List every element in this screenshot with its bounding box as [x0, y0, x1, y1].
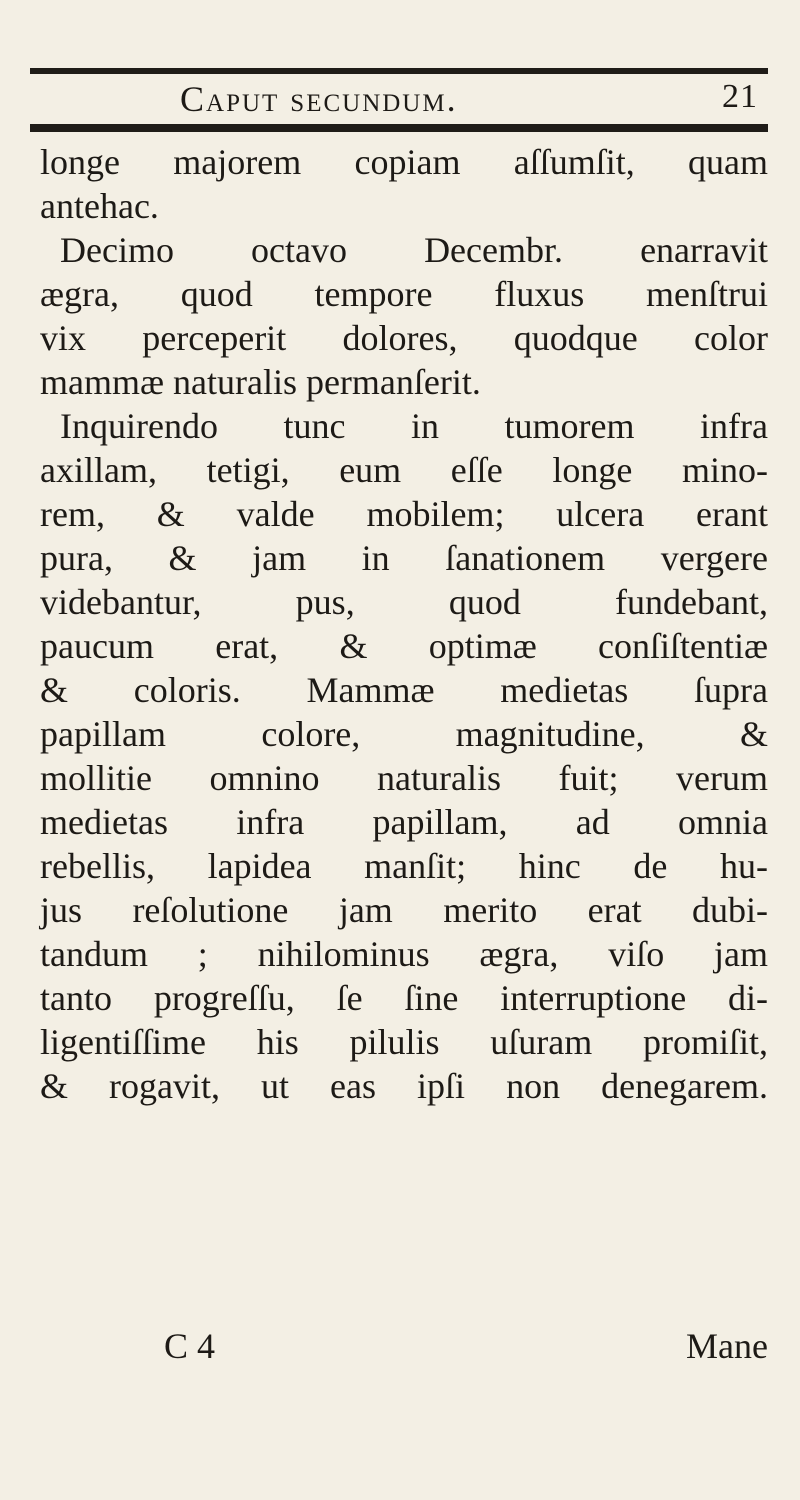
text-line: vix perceperit dolores, quodque color [40, 318, 768, 358]
text-line: axillam, tetigi, eum eſſe longe mino- [40, 450, 768, 490]
text-line: paucum erat, & optimæ conſiſtentiæ [40, 626, 768, 666]
text-line: tandum ; nihilominus ægra, viſo jam [40, 934, 768, 974]
text-line: mammæ naturalis permanſerit. [40, 362, 481, 402]
text-line: jus reſolutione jam merito erat dubi- [40, 890, 768, 930]
text-line: Inquirendo tunc in tumorem infra [60, 406, 768, 446]
text-line: antehac. [40, 186, 159, 226]
text-line: papillam colore, magnitudine, & [40, 714, 768, 754]
catchword: Mane [686, 1326, 768, 1366]
running-head: Caput secundum. [180, 79, 458, 119]
text-line: pura, & jam in ſanationem vergere [40, 538, 768, 578]
signature-mark: C 4 [164, 1326, 216, 1366]
text-line: & coloris. Mammæ medietas ſupra [40, 670, 768, 710]
text-line: longe majorem copiam aſſumſit, quam [40, 142, 768, 182]
header-rule-bottom [30, 124, 768, 132]
text-line: & rogavit, ut eas ipſi non denegarem. [40, 1066, 768, 1106]
text-line: videbantur, pus, quod fundebant, [40, 582, 768, 622]
text-line: mollitie omnino naturalis fuit; verum [40, 758, 768, 798]
text-line: Decimo octavo Decembr. enarravit [60, 230, 768, 270]
text-line: ægra, quod tempore fluxus menſtrui [40, 274, 768, 314]
page-header [30, 74, 768, 124]
text-line: medietas infra papillam, ad omnia [40, 802, 768, 842]
text-line: rem, & valde mobilem; ulcera erant [40, 494, 768, 534]
text-line: tanto progreſſu, ſe ſine interruptione di- [40, 978, 768, 1018]
body-text [40, 140, 768, 1108]
text-line: ligentiſſime his pilulis uſuram promiſit, [40, 1022, 768, 1062]
page-footer [40, 1324, 768, 1368]
page-number: 21 [722, 78, 758, 115]
text-line: rebellis, lapidea manſit; hinc de hu- [40, 846, 768, 886]
